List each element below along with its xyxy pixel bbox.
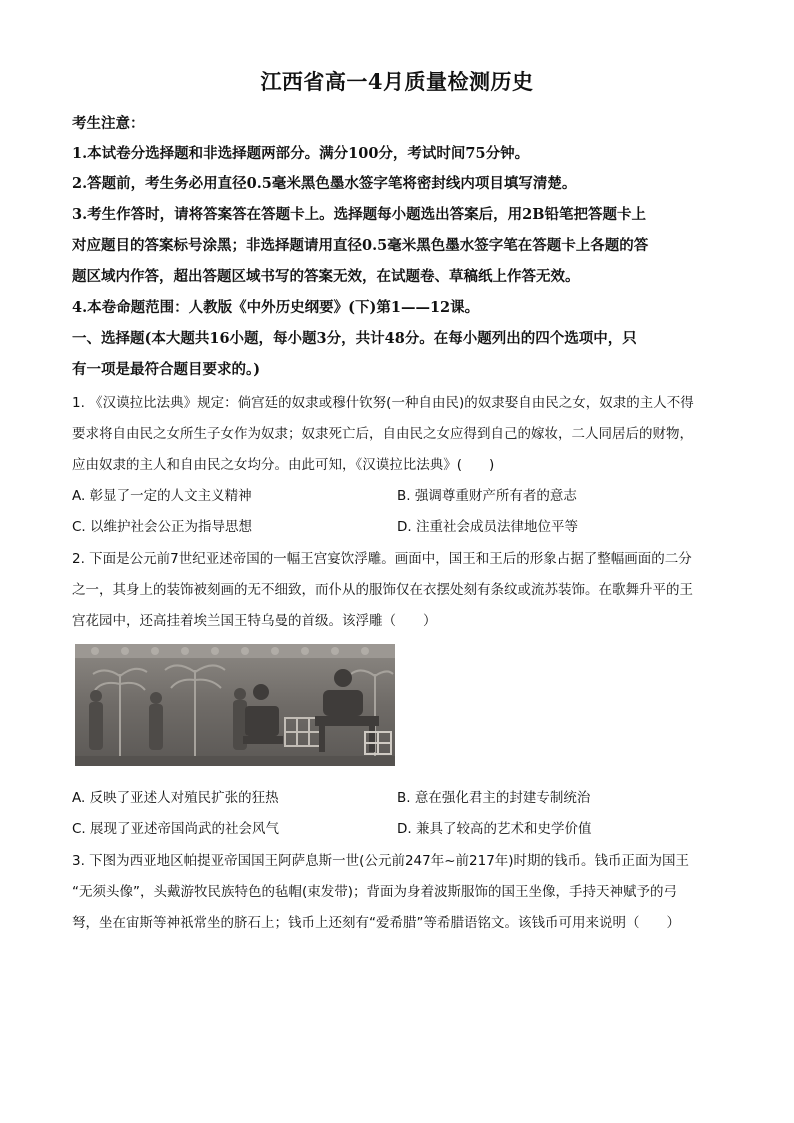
exam-title: 江西省高一4月质量检测历史 xyxy=(260,69,534,94)
q1-stem-line-2: 要求将自由民之女所生子女作为奴隶；奴隶死亡后，自由民之女应得到自己的嫁妆，二人同居后的财物， xyxy=(72,426,693,442)
notice-item-3-line-1: 3.考生作答时，请将答案答在答题卡上。选择题每小题选出答案后，用2B铅笔把答题卡上 xyxy=(72,206,646,223)
q2-stem-line-3: 宫花园中，还高挂着埃兰国王特乌曼的首级。该浮雕（ ） xyxy=(72,613,437,629)
notice-item-4: 4.本卷命题范围：人教版《中外历史纲要》(下)第1——12课。 xyxy=(72,299,480,316)
notice-item-2: 2.答题前，考生务必用直径0.5毫米黑色墨水签字笔将密封线内项目填写清楚。 xyxy=(72,175,577,192)
q2-stem-line-2: 之一，其身上的装饰被刻画的无不细致，而仆从的服饰仅在衣摆处刻有条纹或流苏装饰。在歌舞升平的王 xyxy=(72,582,693,598)
notice-item-1: 1.本试卷分选择题和非选择题两部分。满分100分，考试时间75分钟。 xyxy=(72,145,530,162)
q3-stem-line-3: 弩，坐在宙斯等神祇常坐的脐石上；钱币上还刻有“爱希腊”等希腊语铭文。该钱币可用来说明（ ） xyxy=(72,915,680,931)
notice-item-3-line-3: 题区域内作答，超出答题区域书写的答案无效，在试题卷、草稿纸上作答无效。 xyxy=(72,268,580,285)
q3-stem-line-2: “无须头像”，头戴游牧民族特色的毡帽(束发带)；背面为身着波斯服饰的国王坐像，手持天神赋予的弓 xyxy=(72,884,678,900)
q2-option-d: D. 兼具了较高的艺术和史学价值 xyxy=(397,821,592,837)
notice-heading: 考生注意： xyxy=(72,115,145,132)
q3-stem-line-1: 3. 下图为西亚地区帕提亚帝国国王阿萨息斯一世(公元前247年~前217年)时期的钱币。钱币正面为国王 xyxy=(72,853,690,869)
q2-option-b: B. 意在强化君主的封建专制统治 xyxy=(397,790,591,806)
q1-stem-line-1: 1. 《汉谟拉比法典》规定：倘宫廷的奴隶或穆什钦努(一种自由民)的奴隶娶自由民之女，奴隶的主人不得 xyxy=(72,395,694,411)
assyrian-relief-image xyxy=(75,644,395,766)
q1-option-c: C. 以维护社会公正为指导思想 xyxy=(72,519,253,535)
q1-option-b: B. 强调尊重财产所有者的意志 xyxy=(397,488,577,504)
q1-option-a: A. 彰显了一定的人文主义精神 xyxy=(72,488,252,504)
q2-option-a: A. 反映了亚述人对殖民扩张的狂热 xyxy=(72,790,279,806)
q1-option-d: D. 注重社会成员法律地位平等 xyxy=(397,519,578,535)
q1-stem-line-3: 应由奴隶的主人和自由民之女均分。由此可知，《汉谟拉比法典》( ) xyxy=(72,457,495,473)
section-heading-line-1: 一、选择题(本大题共16小题，每小题3分，共计48分。在每小题列出的四个选项中，只 xyxy=(72,330,637,347)
q2-stem-line-1: 2. 下面是公元前7世纪亚述帝国的一幅王宫宴饮浮雕。画面中，国王和王后的形象占据了整幅画面的二分 xyxy=(72,551,692,567)
q2-option-c: C. 展现了亚述帝国尚武的社会风气 xyxy=(72,821,280,837)
section-heading-line-2: 有一项是最符合题目要求的。) xyxy=(72,361,261,378)
notice-item-3-line-2: 对应题目的答案标号涂黑；非选择题请用直径0.5毫米黑色墨水签字笔在答题卡上各题的答 xyxy=(72,237,649,254)
